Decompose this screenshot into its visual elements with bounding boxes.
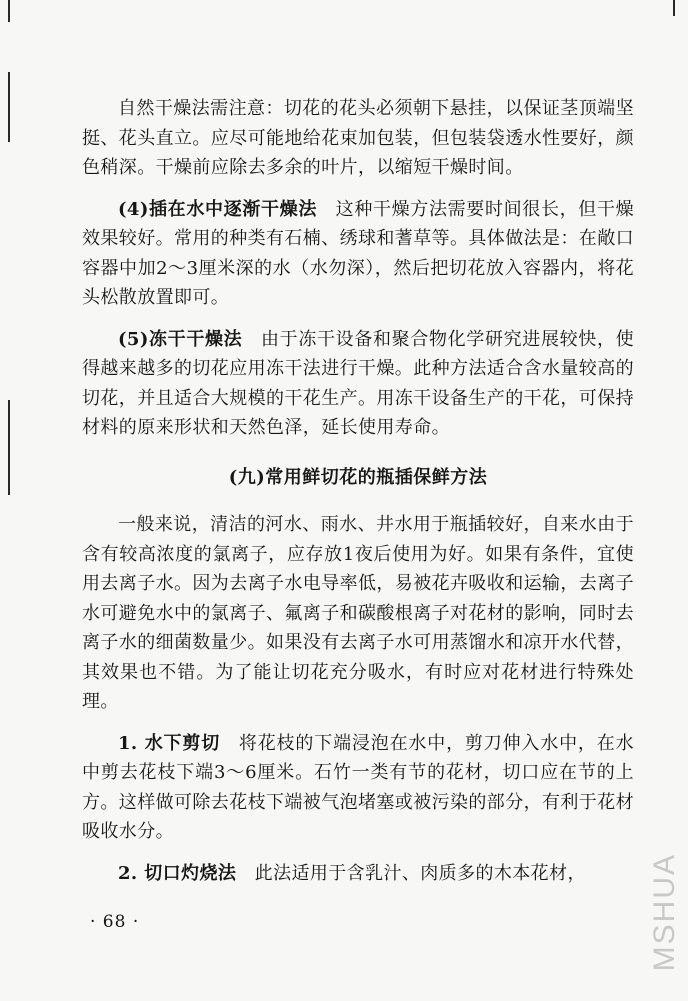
paragraph-water: 一般来说，清洁的河水、雨水、井水用于瓶插较好，自来水由于含有较高浓度的氯离子，应存放1夜后使用为好。如果有条件，宜使用去离子水。因为去离子水电导率低，易被花卉吸收和运输，去离子水可避免水中的氯离子、氟离子和碳酸根离子对花材的影响，同时去离子水的细菌数量少。如果没有去离子水可用蒸馏水和凉开水代替，其效果也不错。为了能让切花充分吸水，有时应对花材进行特殊处理。 — [82, 514, 634, 712]
page-number: · 68 · — [90, 912, 140, 932]
watermark: MSHUA — [648, 852, 681, 971]
paragraph-item-4 — [82, 195, 634, 313]
scan-edge-line-left — [8, 72, 10, 142]
method-1-text: 将花枝的下端浸泡在水中，剪刀伸入水中，在水中剪去花枝下端3～6厘米。石竹一类有节的花材，切口应在节的上方。这样做可除去花枝下端被气泡堵塞或被污染的部分，有利于花材吸收水分。 — [82, 732, 635, 842]
paragraph-method-1 — [82, 729, 634, 847]
section-heading: (九)常用鲜切花的瓶插保鲜方法 — [228, 466, 488, 488]
scan-edge-line-top — [8, 0, 10, 22]
scan-edge-line-left-lower — [8, 400, 10, 495]
scan-edge-line-top-right — [673, 0, 675, 16]
item-5-text: 由于冻干设备和聚合物化学研究进展较快，使得越来越多的切花应用冻干法进行干燥。此种方法适合含水量较高的切花，并且适合大规模的干花生产。用冻干设备生产的干花，可保持材料的原来形状和天然色泽，延长使用寿命。 — [82, 328, 635, 438]
method-1-term: 1. 水下剪切 — [118, 732, 221, 754]
item-5-term: (5)冻干干燥法 — [118, 328, 243, 350]
item-4-term: (4)插在水中逐渐干燥法 — [118, 198, 317, 220]
method-2-text: 此法适用于含乳汁、肉质多的木本花材， — [254, 862, 586, 884]
paragraph-item-5 — [82, 325, 634, 443]
paragraph-method-2 — [82, 859, 634, 889]
page-body — [82, 94, 634, 900]
item-4-text: 这种干燥方法需要时间很长，但干燥效果较好。常用的种类有石楠、绣球和蓍草等。具体做法是：在敞口容器中加2～3厘米深的水（水勿深），然后把切花放入容器内，将花头松散放置即可。 — [82, 198, 634, 308]
method-2-term: 2. 切口灼烧法 — [118, 862, 237, 884]
paragraph-intro: 自然干燥法需注意：切花的花头必须朝下悬挂，以保证茎顶端坚挺、花头直立。应尽可能地给花束加包装，但包装袋透水性要好，颜色稍深。干燥前应除去多余的叶片，以缩短干燥时间。 — [82, 98, 634, 178]
